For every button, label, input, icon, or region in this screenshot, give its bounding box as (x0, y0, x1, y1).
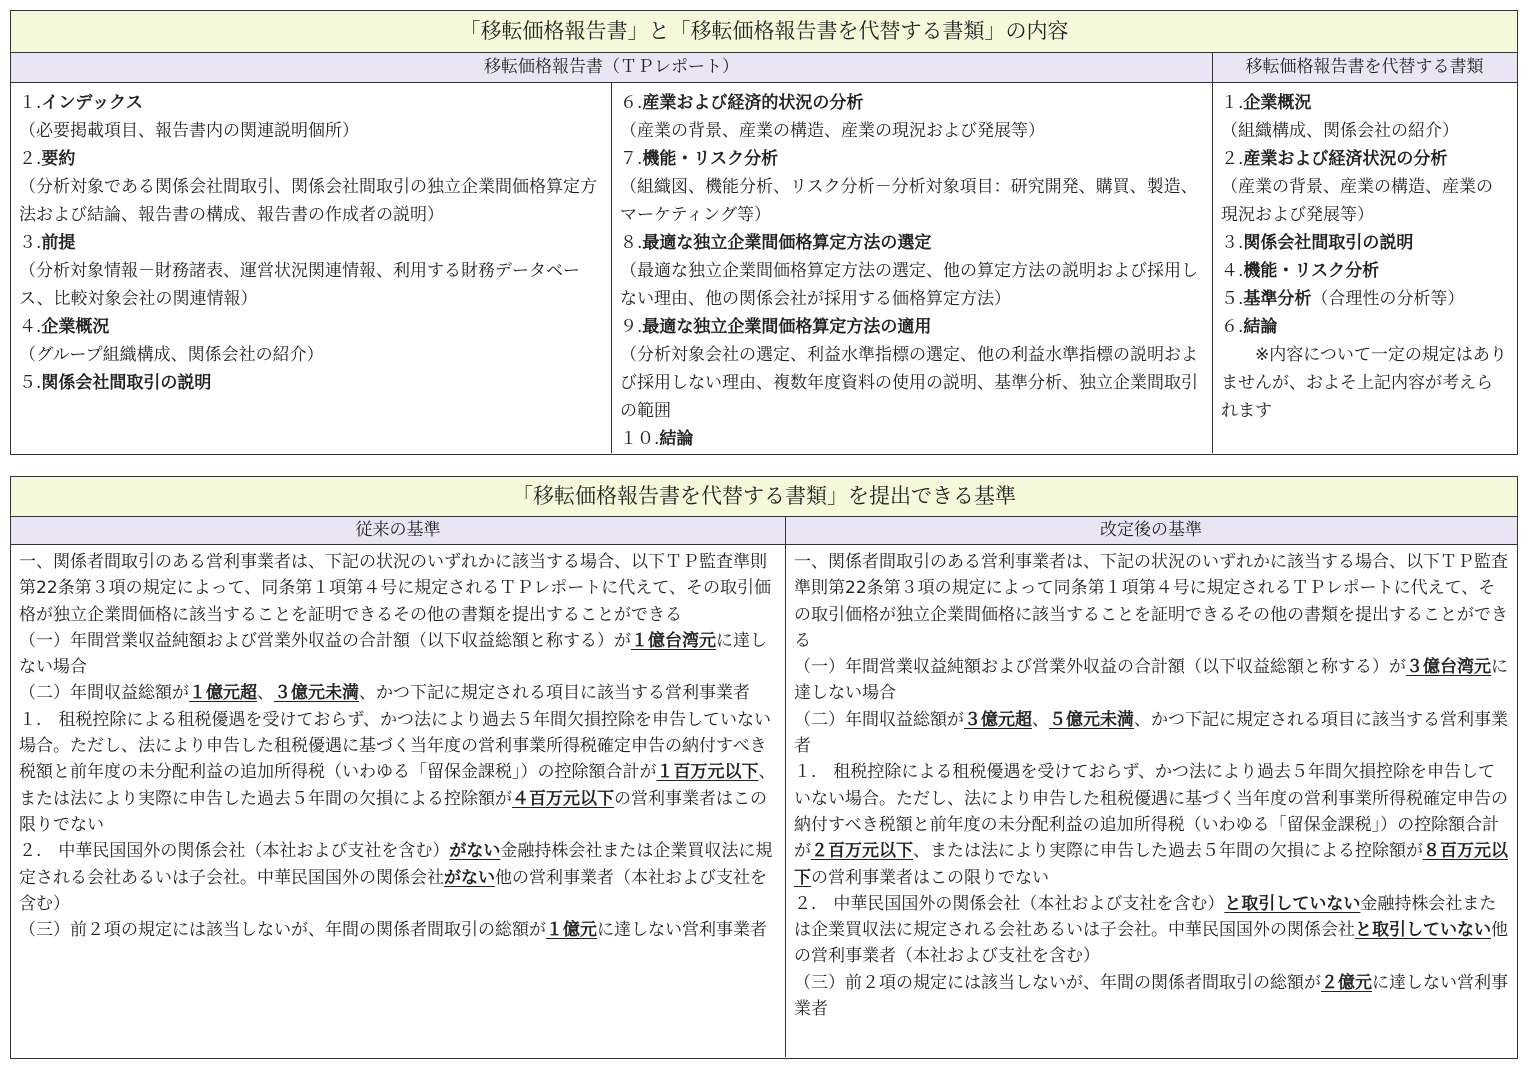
tp-item-2-heading: ２.要約 (19, 149, 76, 169)
old-condition-1: （一）年間営業収益純額および営業外収益の合計額（以下収益総額と称する）が１億台湾元に達しない場合 (19, 630, 767, 678)
new-item-1: １. 租税控除による租税優遇を受けておらず、かつ法により過去５年間欠損控除を申告していない場合。ただし、法により申告した租税優遇に基づく当年度の営利事業所得税確定申告の納付すべき税額と前年度の未分配利益の追加所得税（いわゆる「留保金課税」）の控除額合計が２百万元以下、または法により実際に申告した過去５年間の欠損による控除額が８百万元以下の営利事業者はこの限りでない (794, 762, 1508, 888)
alt-item-4-heading: ４.機能・リスク分析 (1221, 261, 1380, 281)
tp-item-7-heading: ７.機能・リスク分析 (620, 149, 779, 169)
new-intro: 一、関係者間取引のある営利事業者は、下記の状況のいずれかに該当する場合、以下ＴＰ監査準則第22条第３項の規定によって同条第１項第４号に規定されるＴＰレポートに代えて、その取引価格が独立企業間価格に該当することを証明できるその他の書類を提出することができる (794, 552, 1508, 651)
new-criteria-header: 改定後の基準 (785, 517, 1516, 544)
tp-item-5-heading: ５.関係会社間取引の説明 (19, 373, 212, 393)
table1-title: 「移転価格報告書」と「移転価格報告書を代替する書類」の内容 (11, 11, 1517, 53)
criteria-table (10, 476, 1518, 1059)
old-item-2: ２. 中華民国国外の関係会社（本社および支社を含む）がない金融持株会社または企業買収法に規定される会社あるいは子会社。中華民国国外の関係会社がない他の営利事業者（本社および支社を含む） (19, 841, 773, 914)
old-revenue-lower: １億元超 (189, 683, 257, 704)
table2-header-row (11, 517, 1517, 545)
tp-item-2-desc: （分析対象である関係会社間取引、関係会社間取引の独立企業間価格算定方法および結論、報告書の構成、報告書の作成者の説明） (19, 177, 597, 225)
tp-item-1-desc: （必要掲載項目、報告書内の関連説明個所） (19, 121, 359, 141)
old-loss-limit: ４百万元以下 (512, 788, 614, 809)
tp-item-9-desc: （分析対象会社の選定、利益水準指標の選定、他の利益水準指標の説明および採用しない理由、複数年度資料の使用の説明、基準分析、独立企業間取引の範囲 (620, 345, 1198, 421)
new-condition-1: （一）年間営業収益純額および営業外収益の合計額（以下収益総額と称する）が３億台湾元に達しない場合 (794, 657, 1508, 704)
alt-item-2-desc: （産業の背景、産業の構造、産業の現況および発展等） (1221, 177, 1493, 225)
tp-item-8-heading: ８.最適な独立企業間価格算定方法の選定 (620, 233, 932, 253)
new-item-2: ２. 中華民国国外の関係会社（本社および支社を含む）と取引していない金融持株会社または企業買収法に規定される会社あるいは子会社。中華民国国外の関係会社と取引していない他の営利事業者（本社および支社を含む） (794, 893, 1508, 967)
table1-content-row (11, 83, 1517, 453)
alt-item-6-heading: ６.結論 (1221, 317, 1278, 337)
alt-item-2-heading: ２.産業および経済状況の分析 (1221, 149, 1448, 169)
old-revenue-upper: ３億元未満 (274, 683, 359, 704)
alt-document-column (1212, 83, 1516, 453)
tp-item-10-heading: １０.結論 (620, 429, 694, 449)
tp-item-3-desc: （分析対象情報－財務諸表、運営状況関連情報、利用する財務データベース、比較対象会社の関連情報） (19, 261, 580, 309)
new-revenue-lower: ３億元超 (964, 709, 1032, 730)
new-transaction-threshold: ２億元 (1321, 972, 1372, 993)
old-intro: 一、関係者間取引のある営利事業者は、下記の状況のいずれかに該当する場合、以下ＴＰ監査準則第22条第３項の規定によって、同条第１項第４号に規定されるＴＰレポートに代えて、その取引価格が独立企業間価格に該当することを証明できるその他の書類を提出することができる (19, 552, 771, 625)
alt-item-1-desc: （組織構成、関係会社の紹介） (1221, 121, 1459, 141)
new-revenue-threshold: ３億台湾元 (1406, 657, 1491, 678)
tp-item-8-desc: （最適な独立企業間価格算定方法の選定、他の算定方法の説明および採用しない理由、他の関係会社が採用する価格算定方法） (620, 261, 1198, 309)
tp-item-4-heading: ４.企業概況 (19, 317, 110, 337)
table2-title: 「移転価格報告書を代替する書類」を提出できる基準 (11, 477, 1517, 517)
new-revenue-upper: ５億元未満 (1049, 709, 1134, 730)
alt-document-header: 移転価格報告書を代替する書類 (1212, 53, 1516, 82)
new-condition-2: （二）年間収益総額が３億元超、５億元未満、かつ下記に規定される項目に該当する営利事業者 (794, 709, 1508, 757)
tp-column-left (11, 83, 611, 453)
alt-note: ※内容について一定の規定はありませんが、およそ上記内容が考えられます (1221, 345, 1507, 421)
new-loss-limit: ８百万元以下 (794, 841, 1508, 888)
old-deduction-limit: １百万元以下 (656, 762, 759, 783)
tp-column-right (611, 83, 1212, 453)
table2-content-row (11, 545, 1517, 1057)
tp-item-1-heading: １.インデックス (19, 93, 143, 113)
alt-item-5-heading: ５.基準分析（合理性の分析等） (1221, 289, 1465, 309)
old-transaction-threshold: １億元 (546, 920, 597, 941)
tp-item-9-heading: ９.最適な独立企業間価格算定方法の適用 (620, 317, 932, 337)
tp-contents-table (10, 10, 1518, 455)
old-condition-3: （三）前２項の規定には該当しないが、年間の関係者間取引の総額が１億元に達しない営利事業者 (19, 920, 767, 941)
tp-item-7-desc: （組織図、機能分析、リスク分析－分析対象項目：研究開発、購買、製造、マーケティング等） (620, 177, 1198, 225)
tp-item-4-desc: （グループ組織構成、関係会社の紹介） (19, 345, 324, 365)
tp-item-6-heading: ６.産業および経済的状況の分析 (620, 93, 864, 113)
old-item-1: １. 租税控除による租税優遇を受けておらず、かつ法により過去５年間欠損控除を申告していない場合。ただし、法により申告した租税優遇に基づく当年度の営利事業所得税確定申告の納付すべき税額と前年度の未分配利益の追加所得税（いわゆる「留保金課税」）の控除額合計が１百万元以下、または法により実際に申告した過去５年間の欠損による控除額が４百万元以下の営利事業者はこの限りでない (19, 709, 776, 835)
old-criteria-column (11, 545, 785, 1057)
tp-item-3-heading: ３.前提 (19, 233, 76, 253)
old-condition-2: （二）年間収益総額が１億元超、３億元未満、かつ下記に規定される項目に該当する営利事業者 (19, 683, 750, 704)
alt-item-1-heading: １.企業概況 (1221, 93, 1312, 113)
table1-header-row (11, 53, 1517, 83)
tp-item-6-desc: （産業の背景、産業の構造、産業の現況および発展等） (620, 121, 1045, 141)
old-criteria-header: 従来の基準 (355, 520, 441, 540)
alt-item-3-heading: ３.関係会社間取引の説明 (1221, 233, 1414, 253)
new-criteria-column (785, 545, 1516, 1057)
tp-report-header: 移転価格報告書（ＴＰレポート） (484, 57, 739, 77)
new-condition-3: （三）前２項の規定には該当しないが、年間の関係者間取引の総額が２億元に達しない営利事業者 (794, 972, 1508, 1020)
new-deduction-limit: ２百万元以下 (811, 841, 913, 862)
old-revenue-threshold: １億台湾元 (631, 630, 716, 651)
